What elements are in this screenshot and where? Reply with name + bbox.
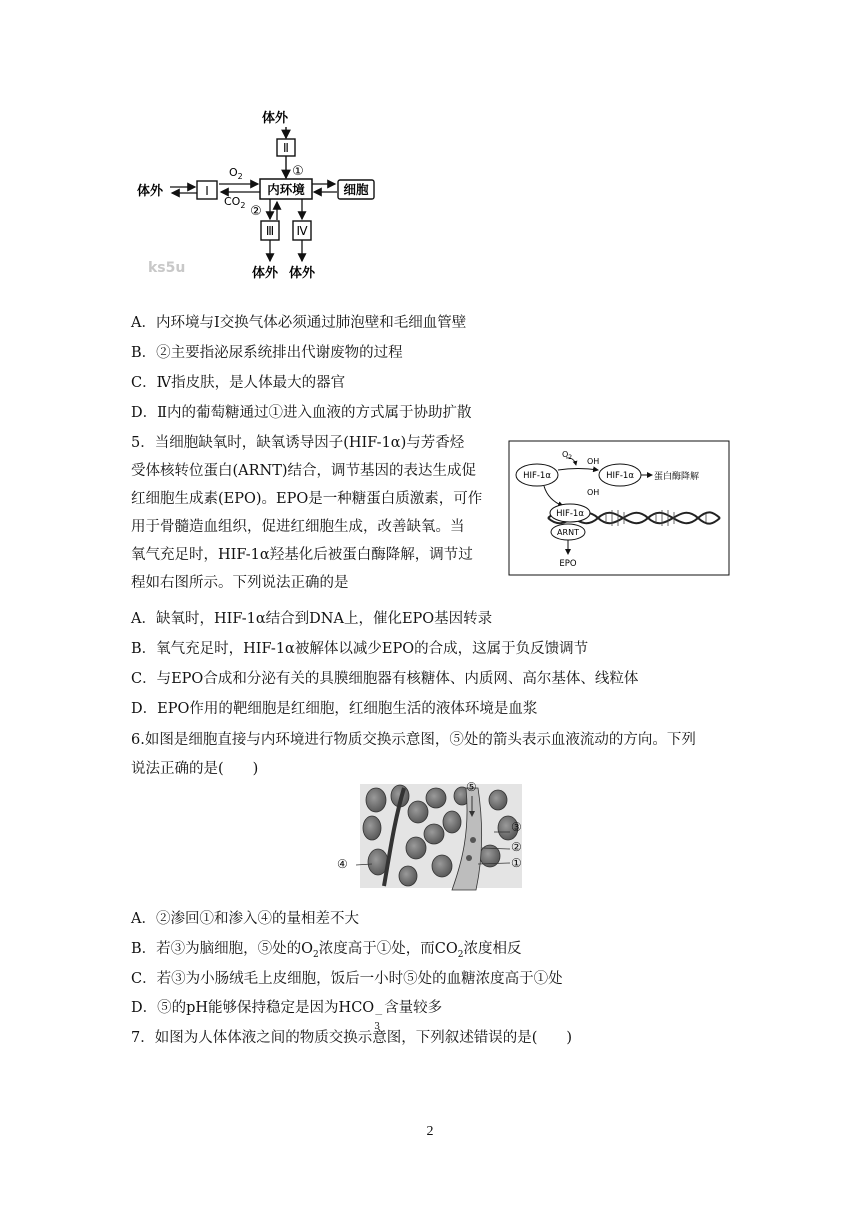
q6-stem-line-1: 6.如图是细胞直接与内环境进行物质交换示意图，⑤处的箭头表示血液流动的方向。下列: [131, 732, 696, 748]
svg-text:Ⅰ: Ⅰ: [205, 184, 209, 198]
q7-stem: 7．如图为人体体液之间的物质交换示意图，下列叙述错误的是( ): [131, 1030, 573, 1046]
q5-stem-line-6: 程如右图所示。下列说法正确的是: [131, 575, 349, 591]
svg-text:内环境: 内环境: [267, 182, 305, 197]
svg-text:HIF-1α: HIF-1α: [556, 509, 584, 519]
q4-option-b: B．②主要指泌尿系统排出代谢废物的过程: [131, 345, 403, 361]
svg-text:Ⅳ: Ⅳ: [296, 224, 308, 238]
q5-stem-line-2: 受体核转位蛋白(ARNT)结合，调节基因的表达生成促: [131, 463, 477, 479]
hif-regulation-diagram: [508, 440, 730, 576]
label-4: ④: [337, 857, 348, 871]
label-1: ①: [511, 856, 522, 870]
o2-label: $O_2$: [229, 166, 243, 181]
q4-option-c: C．Ⅳ指皮肤，是人体最大的器官: [131, 375, 346, 391]
q5-stem-line-5: 氧气充足时，HIF-1α羟基化后被蛋白酶降解，调节过: [131, 547, 473, 563]
co2-label: $CO_2$: [224, 195, 246, 210]
q5-stem-line-4: 用于骨髓造血组织，促进红细胞生成，改善缺氧。当: [131, 519, 465, 535]
outside-label-bottom-2: 体外: [288, 266, 316, 281]
q6-option-b: B．若③为脑细胞，⑤处的$O_2$浓度高于①处，而$CO_2$浓度相反: [131, 941, 522, 960]
label-3: ③: [511, 820, 522, 834]
svg-text:细胞: 细胞: [343, 182, 369, 197]
q6-stem-line-2: 说法正确的是( ): [131, 761, 259, 777]
q5-stem-line-3: 红细胞生成素(EPO)。EPO是一种糖蛋白质激素，可作: [131, 491, 483, 507]
o2-label: $O_2$: [562, 450, 573, 461]
label-2: ②: [511, 840, 522, 854]
svg-text:ARNT: ARNT: [557, 528, 579, 537]
q5-stem-line-1: 5．当细胞缺氧时，缺氧诱导因子(HIF-1α)与芳香烃: [131, 435, 465, 451]
q5-option-b: B．氧气充足时，HIF-1α被解体以减少EPO的合成，这属于负反馈调节: [131, 641, 589, 657]
q5-option-a: A．缺氧时，HIF-1α结合到DNA上，催化EPO基因转录: [131, 611, 493, 627]
outside-label-left: 体外: [136, 184, 164, 199]
q5-option-d: D．EPO作用的靶细胞是红细胞，红细胞生活的液体环境是血浆: [131, 701, 538, 717]
label-5: ⑤: [466, 780, 477, 794]
svg-text:Ⅱ: Ⅱ: [283, 141, 289, 155]
page-number: 2: [426, 1124, 434, 1139]
svg-text:OH: OH: [587, 488, 600, 497]
circle-2-label: ②: [250, 204, 262, 219]
svg-text:Ⅲ: Ⅲ: [265, 224, 275, 238]
circle-1-label: ①: [292, 164, 304, 179]
watermark: ks5u: [148, 260, 186, 276]
degrade-label: 蛋白酶降解: [654, 472, 700, 482]
outside-label-top: 体外: [261, 111, 289, 126]
outside-label-bottom-1: 体外: [251, 266, 279, 281]
internal-environment-diagram: [130, 108, 400, 283]
q6-option-a: A．②渗回①和渗入④的量相差不大: [131, 911, 359, 927]
svg-text:HIF-1α: HIF-1α: [606, 471, 634, 481]
tissue-exchange-diagram: [332, 782, 528, 892]
svg-text:OH: OH: [587, 457, 600, 466]
svg-text:HIF-1α: HIF-1α: [523, 471, 551, 481]
q4-option-d: D．Ⅱ内的葡萄糖通过①进入血液的方式属于协助扩散: [131, 405, 472, 421]
epo-label: EPO: [559, 559, 577, 569]
q5-option-c: C．与EPO合成和分泌有关的具膜细胞器有核糖体、内质网、高尔基体、线粒体: [131, 671, 639, 687]
q6-option-c: C．若③为小肠绒毛上皮细胞，饭后一小时⑤处的血糖浓度高于①处: [131, 971, 563, 987]
q4-option-a: A．内环境与Ⅰ交换气体必须通过肺泡壁和毛细血管壁: [131, 315, 467, 331]
q6-option-d: D．⑤的pH能够保持稳定是因为HCO － 3 含量较多: [131, 1000, 443, 1032]
